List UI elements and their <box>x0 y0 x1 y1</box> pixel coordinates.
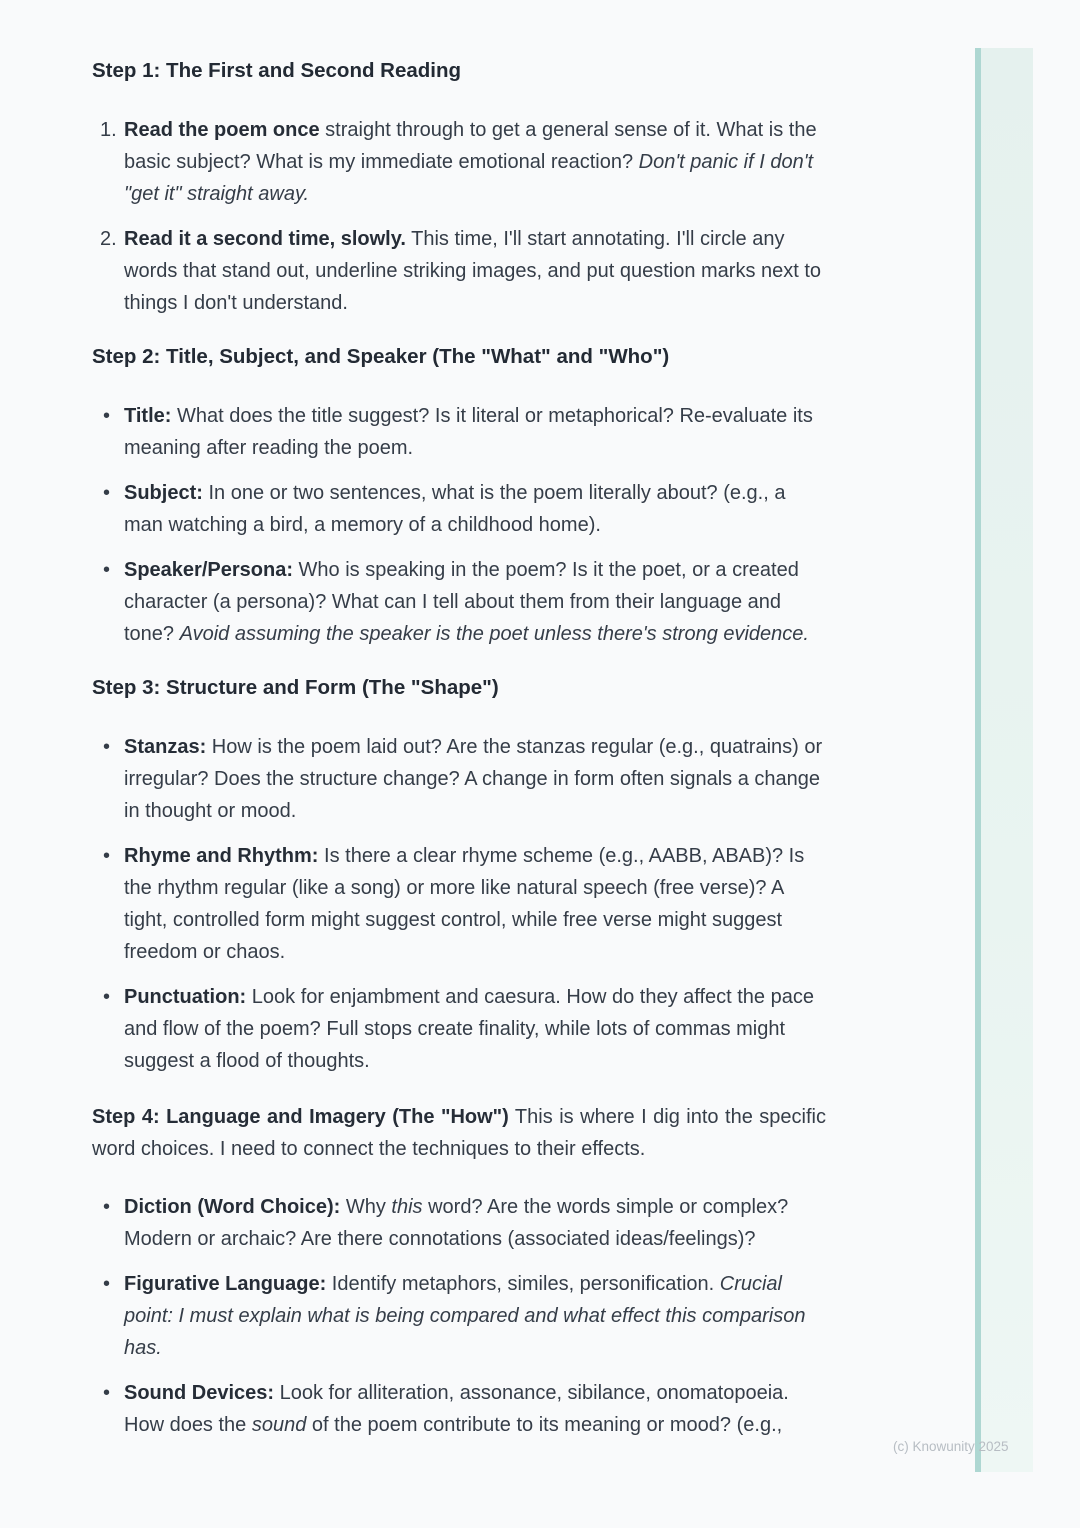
bullet-icon: • <box>103 736 111 758</box>
list-item <box>92 477 826 541</box>
list-item-text <box>124 1191 826 1255</box>
bullet-icon: • <box>103 1196 111 1218</box>
list-number: 2. <box>100 228 117 250</box>
text-run: Is there a clear rhyme scheme (e.g., AABB, ABAB)? Is the rhythm regular (like a song) or more like natural speech (free verse)? A tight, controlled form might suggest control, while free verse might suggest freedom or chaos. <box>124 845 805 963</box>
bullet-icon: • <box>103 482 111 504</box>
text-run: Identify metaphors, similes, personification. <box>326 1273 720 1295</box>
list-item-text <box>124 400 826 464</box>
step1-numbered-list <box>92 114 826 319</box>
italic-run: this <box>391 1196 423 1218</box>
list-item <box>92 554 826 650</box>
list-item <box>92 981 826 1077</box>
step4-intro-paragraph <box>92 1101 826 1165</box>
text-run: This is where I dig into the specific word choices. I need to connect the techniques to their effects. <box>92 1106 826 1160</box>
list-item-text <box>124 223 826 319</box>
bold-run: Read the poem once <box>124 119 320 141</box>
text-run: straight through to get a general sense of it. What is the basic subject? What is my immediate emotional reaction? <box>124 119 817 173</box>
list-item-text <box>124 731 826 827</box>
text-run: Who is speaking in the poem? Is it the poet, or a created character (a persona)? What can I tell about them from their language and tone? <box>124 559 799 645</box>
list-item <box>92 223 826 319</box>
italic-run: Don't panic if I don't "get it" straight away. <box>124 151 814 205</box>
bold-run: Rhyme and Rhythm: <box>124 845 319 867</box>
bullet-icon: • <box>103 559 111 581</box>
list-item <box>92 840 826 968</box>
list-item <box>92 400 826 464</box>
notes-content <box>92 0 826 1465</box>
page-edge-strip <box>975 48 1033 1472</box>
step4-bullet-list <box>92 1191 826 1441</box>
list-item-text <box>124 1268 826 1364</box>
bullet-icon: • <box>103 986 111 1008</box>
italic-run: Crucial point: I must explain what is being compared and what effect this comparison has. <box>124 1273 806 1359</box>
step4-heading-inline: Step 4: Language and Imagery (The "How") <box>92 1106 509 1128</box>
copyright-watermark: (c) Knowunity 2025 <box>893 1439 1009 1454</box>
list-item-text <box>124 1377 826 1441</box>
list-item-text <box>124 477 826 541</box>
step3-bullet-list <box>92 731 826 1077</box>
bold-run: Subject: <box>124 482 203 504</box>
step2-bullet-list <box>92 400 826 650</box>
text-run: word? Are the words simple or complex? Modern or archaic? Are there connotations (associated ideas/feelings)? <box>124 1196 789 1250</box>
text-run: This time, I'll start annotating. I'll circle any words that stand out, underline striking images, and put question marks next to things I don't understand. <box>124 228 822 314</box>
bullet-icon: • <box>103 1382 111 1404</box>
bold-run: Stanzas: <box>124 736 207 758</box>
text-run: Why <box>340 1196 392 1218</box>
step2-heading: Step 2: Title, Subject, and Speaker (The "What" and "Who") <box>92 345 670 368</box>
bold-run: Title: <box>124 405 172 427</box>
text-run: of the poem contribute to its meaning or mood? (e.g., <box>306 1414 783 1436</box>
bullet-icon: • <box>103 405 111 427</box>
text-run: Look for enjambment and caesura. How do they affect the pace and flow of the poem? Full stops create finality, while lots of commas might suggest a flood of thoughts. <box>124 986 814 1072</box>
italic-run: Avoid assuming the speaker is the poet unless there's strong evidence. <box>179 623 809 645</box>
text-run: In one or two sentences, what is the poem literally about? (e.g., a man watching a bird, a memory of a childhood home). <box>124 482 786 536</box>
step3-heading: Step 3: Structure and Form (The "Shape") <box>92 676 499 699</box>
bold-run: Figurative Language: <box>124 1273 327 1295</box>
list-item <box>92 731 826 827</box>
list-item-text <box>124 554 826 650</box>
bold-run: Read it a second time, slowly. <box>124 228 406 250</box>
bold-run: Punctuation: <box>124 986 247 1008</box>
text-run: What does the title suggest? Is it literal or metaphorical? Re-evaluate its meaning after reading the poem. <box>124 405 813 459</box>
bold-run: Sound Devices: <box>124 1382 275 1404</box>
bold-run: Speaker/Persona: <box>124 559 293 581</box>
step1-heading: Step 1: The First and Second Reading <box>92 59 462 82</box>
italic-run: sound <box>251 1414 307 1436</box>
text-run: How is the poem laid out? Are the stanzas regular (e.g., quatrains) or irregular? Does the structure change? A change in form often signals a change in thought or mood. <box>124 736 823 822</box>
list-item <box>92 1191 826 1255</box>
text-run: Look for alliteration, assonance, sibilance, onomatopoeia. How does the <box>124 1382 789 1436</box>
list-item-text <box>124 114 826 210</box>
list-item <box>92 1377 826 1441</box>
list-item-text <box>124 981 826 1077</box>
bold-run: Diction (Word Choice): <box>124 1196 341 1218</box>
list-item <box>92 114 826 210</box>
bullet-icon: • <box>103 1273 111 1295</box>
list-item <box>92 1268 826 1364</box>
list-item-text <box>124 840 826 968</box>
list-number: 1. <box>100 119 117 141</box>
bullet-icon: • <box>103 845 111 867</box>
